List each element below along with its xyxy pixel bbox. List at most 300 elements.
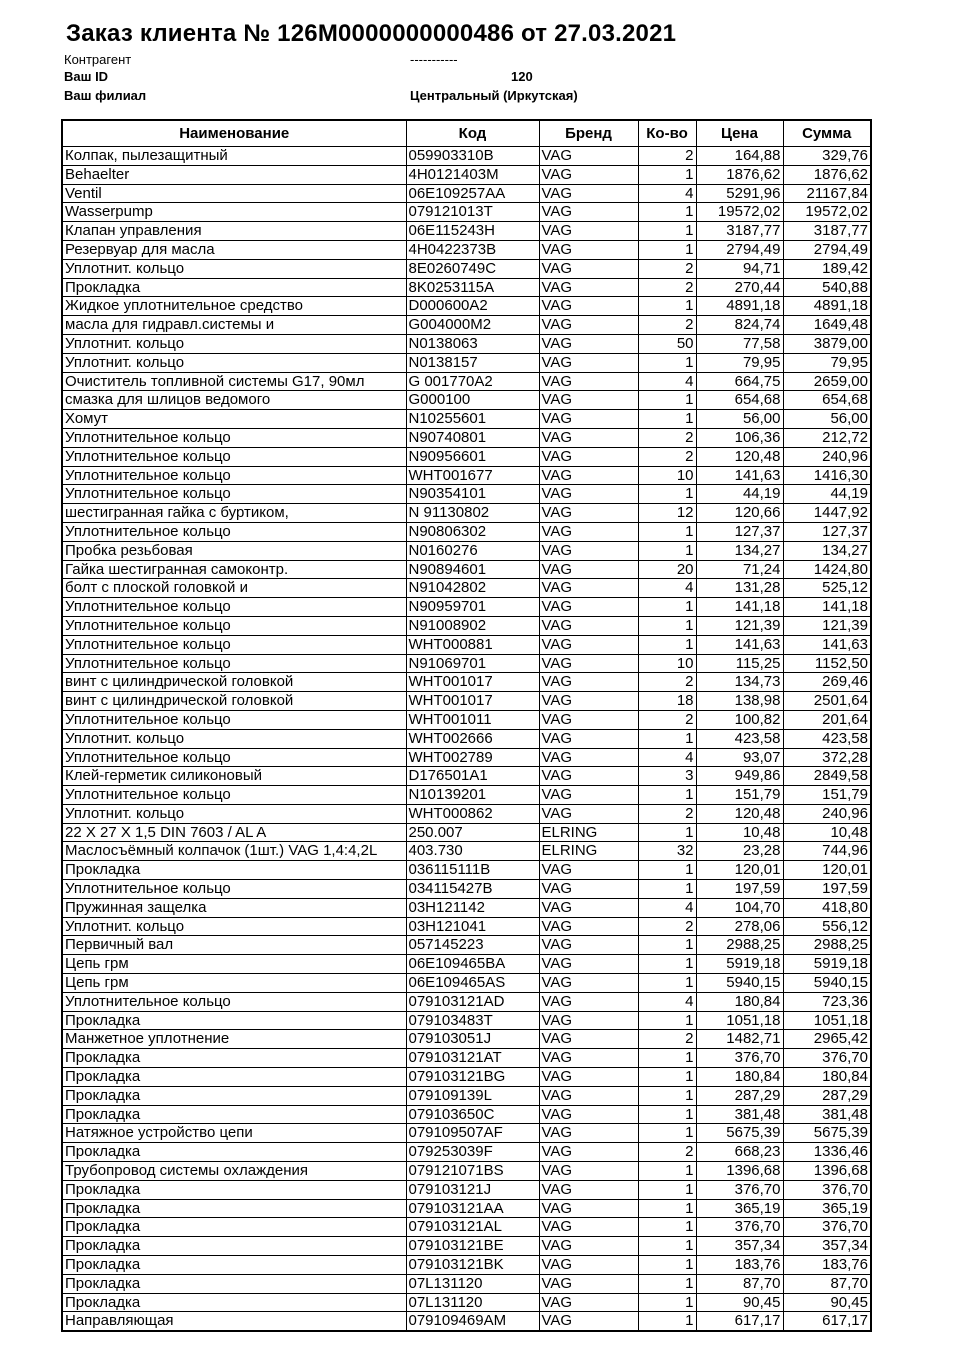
cell-name: Клапан управления	[62, 222, 406, 241]
cell-brand: VAG	[539, 1011, 638, 1030]
table-row	[62, 654, 871, 673]
cell-price: 180,84	[696, 992, 783, 1011]
cell-qty: 1	[638, 974, 696, 993]
cell-qty: 1	[638, 1237, 696, 1256]
cell-sum: 744,96	[783, 842, 871, 861]
cell-price: 120,01	[696, 861, 783, 880]
cell-name: Уплотнительное кольцо	[62, 598, 406, 617]
cell-brand: VAG	[539, 804, 638, 823]
cell-qty: 1	[638, 541, 696, 560]
cell-code: WHT002666	[406, 729, 539, 748]
cell-name: Прокладка	[62, 1274, 406, 1293]
cell-sum: 1396,68	[783, 1162, 871, 1181]
cell-name: Уплотнительное кольцо	[62, 654, 406, 673]
cell-qty: 1	[638, 203, 696, 222]
cell-name: Уплотнит. кольцо	[62, 804, 406, 823]
cell-qty: 1	[638, 1011, 696, 1030]
table-row	[62, 1011, 871, 1030]
cell-brand: VAG	[539, 1143, 638, 1162]
cell-brand: VAG	[539, 992, 638, 1011]
cell-price: 5291,96	[696, 184, 783, 203]
cell-code: G 001770A2	[406, 372, 539, 391]
id-value: 120	[511, 69, 533, 84]
cell-sum: 1416,30	[783, 466, 871, 485]
table-row	[62, 1256, 871, 1275]
cell-qty: 1	[638, 1180, 696, 1199]
cell-name: Очиститель топливной системы G17, 90мл	[62, 372, 406, 391]
cell-brand: VAG	[539, 278, 638, 297]
cell-code: 4H0121403M	[406, 165, 539, 184]
cell-price: 180,84	[696, 1068, 783, 1087]
cell-qty: 3	[638, 767, 696, 786]
table-row	[62, 222, 871, 241]
cell-name: Прокладка	[62, 1068, 406, 1087]
cell-qty: 1	[638, 353, 696, 372]
cell-brand: VAG	[539, 316, 638, 335]
cell-name: Уплотнительное кольцо	[62, 992, 406, 1011]
table-row	[62, 898, 871, 917]
cell-price: 141,18	[696, 598, 783, 617]
cell-brand: VAG	[539, 673, 638, 692]
cell-name: винт с цилиндрической головкой	[62, 673, 406, 692]
cell-sum: 19572,02	[783, 203, 871, 222]
cell-brand: VAG	[539, 504, 638, 523]
table-row	[62, 786, 871, 805]
cell-code: 079103121AL	[406, 1218, 539, 1237]
cell-qty: 10	[638, 466, 696, 485]
cell-price: 270,44	[696, 278, 783, 297]
cell-code: N0138063	[406, 334, 539, 353]
cell-price: 131,28	[696, 579, 783, 598]
cell-brand: VAG	[539, 710, 638, 729]
cell-qty: 1	[638, 955, 696, 974]
cell-brand: VAG	[539, 786, 638, 805]
cell-price: 56,00	[696, 410, 783, 429]
cell-qty: 2	[638, 316, 696, 335]
cell-name: масла для гидравл.системы и	[62, 316, 406, 335]
column-header-sum: Сумма	[783, 120, 871, 147]
cell-name: Behaelter	[62, 165, 406, 184]
cell-name: Прокладка	[62, 1143, 406, 1162]
cell-name: Уплотнительное кольцо	[62, 522, 406, 541]
column-header-brand: Бренд	[539, 120, 638, 147]
cell-sum: 372,28	[783, 748, 871, 767]
kontragent-value: -----------	[410, 52, 458, 67]
cell-brand: VAG	[539, 222, 638, 241]
cell-brand: VAG	[539, 654, 638, 673]
cell-code: 06E109465BA	[406, 955, 539, 974]
cell-price: 2988,25	[696, 936, 783, 955]
cell-qty: 1	[638, 1218, 696, 1237]
cell-name: Прокладка	[62, 1086, 406, 1105]
cell-price: 106,36	[696, 428, 783, 447]
table-row	[62, 1049, 871, 1068]
cell-qty: 1	[638, 1293, 696, 1312]
cell-name: Пружинная защелка	[62, 898, 406, 917]
cell-sum: 376,70	[783, 1180, 871, 1199]
cell-name: Ventil	[62, 184, 406, 203]
cell-code: D000600A2	[406, 297, 539, 316]
cell-code: 06E109465AS	[406, 974, 539, 993]
cell-code: 079103121BE	[406, 1237, 539, 1256]
cell-brand: VAG	[539, 1218, 638, 1237]
cell-qty: 1	[638, 522, 696, 541]
table-row	[62, 522, 871, 541]
cell-name: Прокладка	[62, 1293, 406, 1312]
table-row	[62, 598, 871, 617]
cell-price: 164,88	[696, 147, 783, 166]
table-row	[62, 353, 871, 372]
table-row	[62, 297, 871, 316]
cell-sum: 556,12	[783, 917, 871, 936]
cell-sum: 525,12	[783, 579, 871, 598]
cell-brand: VAG	[539, 955, 638, 974]
cell-qty: 4	[638, 992, 696, 1011]
cell-name: Хомут	[62, 410, 406, 429]
cell-code: 059903310B	[406, 147, 539, 166]
cell-brand: ELRING	[539, 823, 638, 842]
table-row	[62, 1274, 871, 1293]
cell-brand: VAG	[539, 1030, 638, 1049]
cell-price: 93,07	[696, 748, 783, 767]
cell-price: 120,48	[696, 804, 783, 823]
table-row	[62, 616, 871, 635]
cell-code: 250.007	[406, 823, 539, 842]
cell-price: 19572,02	[696, 203, 783, 222]
table-row	[62, 748, 871, 767]
cell-brand: VAG	[539, 748, 638, 767]
cell-sum: 376,70	[783, 1049, 871, 1068]
cell-name: Прокладка	[62, 1218, 406, 1237]
cell-qty: 2	[638, 673, 696, 692]
cell-name: Уплотнит. кольцо	[62, 353, 406, 372]
cell-price: 1482,71	[696, 1030, 783, 1049]
cell-brand: VAG	[539, 428, 638, 447]
cell-brand: VAG	[539, 898, 638, 917]
cell-sum: 2501,64	[783, 692, 871, 711]
cell-sum: 3879,00	[783, 334, 871, 353]
cell-name: Прокладка	[62, 861, 406, 880]
cell-sum: 79,95	[783, 353, 871, 372]
cell-code: WHT001017	[406, 673, 539, 692]
cell-sum: 127,37	[783, 522, 871, 541]
table-row	[62, 1143, 871, 1162]
table-row	[62, 278, 871, 297]
cell-price: 104,70	[696, 898, 783, 917]
cell-brand: VAG	[539, 579, 638, 598]
cell-price: 381,48	[696, 1105, 783, 1124]
cell-name: Уплотнит. кольцо	[62, 917, 406, 936]
cell-sum: 654,68	[783, 391, 871, 410]
cell-brand: ELRING	[539, 842, 638, 861]
cell-qty: 1	[638, 1274, 696, 1293]
table-row	[62, 541, 871, 560]
cell-brand: VAG	[539, 861, 638, 880]
cell-price: 79,95	[696, 353, 783, 372]
cell-price: 77,58	[696, 334, 783, 353]
cell-code: WHT001017	[406, 692, 539, 711]
cell-name: Уплотнительное кольцо	[62, 485, 406, 504]
cell-brand: VAG	[539, 447, 638, 466]
cell-code: 079103121AA	[406, 1199, 539, 1218]
cell-price: 664,75	[696, 372, 783, 391]
cell-qty: 1	[638, 240, 696, 259]
cell-code: 03H121041	[406, 917, 539, 936]
table-row	[62, 203, 871, 222]
cell-name: Пробка резьбовая	[62, 541, 406, 560]
cell-sum: 197,59	[783, 880, 871, 899]
table-row	[62, 974, 871, 993]
cell-brand: VAG	[539, 729, 638, 748]
cell-sum: 2965,42	[783, 1030, 871, 1049]
cell-qty: 1	[638, 616, 696, 635]
table-row	[62, 1068, 871, 1087]
column-header-code: Код	[406, 120, 539, 147]
cell-sum: 5919,18	[783, 955, 871, 974]
cell-qty: 2	[638, 917, 696, 936]
table-row	[62, 372, 871, 391]
cell-name: 22 X 27 X 1,5 DIN 7603 / AL A	[62, 823, 406, 842]
cell-name: Прокладка	[62, 278, 406, 297]
table-row	[62, 992, 871, 1011]
table-row	[62, 1237, 871, 1256]
cell-name: Прокладка	[62, 1199, 406, 1218]
cell-brand: VAG	[539, 1068, 638, 1087]
cell-code: 4H0422373B	[406, 240, 539, 259]
table-row	[62, 165, 871, 184]
table-row	[62, 184, 871, 203]
cell-price: 617,17	[696, 1312, 783, 1331]
cell-brand: VAG	[539, 391, 638, 410]
cell-qty: 1	[638, 936, 696, 955]
cell-brand: VAG	[539, 692, 638, 711]
cell-name: Цепь грм	[62, 974, 406, 993]
table-row	[62, 259, 871, 278]
cell-sum: 1447,92	[783, 504, 871, 523]
cell-price: 87,70	[696, 1274, 783, 1293]
table-row	[62, 1199, 871, 1218]
cell-sum: 381,48	[783, 1105, 871, 1124]
cell-brand: VAG	[539, 1086, 638, 1105]
cell-sum: 423,58	[783, 729, 871, 748]
cell-code: N10255601	[406, 410, 539, 429]
cell-code: 07L131120	[406, 1293, 539, 1312]
cell-brand: VAG	[539, 1049, 638, 1068]
cell-code: WHT001011	[406, 710, 539, 729]
cell-sum: 2794,49	[783, 240, 871, 259]
table-row	[62, 955, 871, 974]
cell-price: 94,71	[696, 259, 783, 278]
cell-price: 365,19	[696, 1199, 783, 1218]
cell-brand: VAG	[539, 1293, 638, 1312]
cell-sum: 183,76	[783, 1256, 871, 1275]
cell-sum: 56,00	[783, 410, 871, 429]
cell-sum: 365,19	[783, 1199, 871, 1218]
cell-name: Уплотнительное кольцо	[62, 786, 406, 805]
cell-brand: VAG	[539, 334, 638, 353]
cell-code: G000100	[406, 391, 539, 410]
cell-price: 654,68	[696, 391, 783, 410]
cell-qty: 2	[638, 147, 696, 166]
cell-price: 44,19	[696, 485, 783, 504]
cell-code: N91008902	[406, 616, 539, 635]
cell-sum: 201,64	[783, 710, 871, 729]
cell-name: Натяжное устройство цепи	[62, 1124, 406, 1143]
cell-code: 079103121AD	[406, 992, 539, 1011]
cell-name: Маслосъёмный колпачок (1шт.) VAG 1,4:4,2L	[62, 842, 406, 861]
cell-qty: 1	[638, 786, 696, 805]
cell-code: D176501A1	[406, 767, 539, 786]
cell-code: 079103483T	[406, 1011, 539, 1030]
cell-sum: 1649,48	[783, 316, 871, 335]
cell-sum: 21167,84	[783, 184, 871, 203]
table-row	[62, 1086, 871, 1105]
cell-qty: 1	[638, 880, 696, 899]
cell-code: 079121071BS	[406, 1162, 539, 1181]
table-row	[62, 1162, 871, 1181]
column-header-qty: Ко-во	[638, 120, 696, 147]
table-row	[62, 917, 871, 936]
cell-price: 3187,77	[696, 222, 783, 241]
table-row	[62, 1124, 871, 1143]
cell-code: 079103121J	[406, 1180, 539, 1199]
cell-name: Уплотнительное кольцо	[62, 616, 406, 635]
cell-qty: 1	[638, 1162, 696, 1181]
cell-name: смазка для шлицов ведомого	[62, 391, 406, 410]
cell-brand: VAG	[539, 297, 638, 316]
table-row	[62, 804, 871, 823]
cell-price: 134,27	[696, 541, 783, 560]
table-row	[62, 729, 871, 748]
cell-brand: VAG	[539, 880, 638, 899]
cell-qty: 1	[638, 1312, 696, 1331]
cell-code: 079103121BK	[406, 1256, 539, 1275]
table-row	[62, 710, 871, 729]
cell-sum: 617,17	[783, 1312, 871, 1331]
cell-sum: 141,18	[783, 598, 871, 617]
cell-price: 1051,18	[696, 1011, 783, 1030]
cell-name: болт с плоской головкой и	[62, 579, 406, 598]
cell-name: Прокладка	[62, 1011, 406, 1030]
cell-sum: 90,45	[783, 1293, 871, 1312]
cell-price: 2794,49	[696, 240, 783, 259]
cell-brand: VAG	[539, 240, 638, 259]
cell-code: 079253039F	[406, 1143, 539, 1162]
cell-brand: VAG	[539, 1256, 638, 1275]
cell-price: 151,79	[696, 786, 783, 805]
table-row	[62, 579, 871, 598]
cell-code: N90806302	[406, 522, 539, 541]
cell-qty: 1	[638, 1068, 696, 1087]
cell-qty: 1	[638, 297, 696, 316]
kontragent-label: Контрагент	[64, 52, 132, 67]
cell-name: Прокладка	[62, 1180, 406, 1199]
id-label: Ваш ID	[64, 69, 109, 84]
cell-code: N90894601	[406, 560, 539, 579]
cell-sum: 151,79	[783, 786, 871, 805]
table-row	[62, 936, 871, 955]
cell-code: 07L131120	[406, 1274, 539, 1293]
order-table	[61, 119, 872, 1332]
cell-code: 8E0260749C	[406, 259, 539, 278]
cell-sum: 141,63	[783, 635, 871, 654]
column-header-price: Цена	[696, 120, 783, 147]
cell-brand: VAG	[539, 466, 638, 485]
cell-sum: 189,42	[783, 259, 871, 278]
cell-price: 121,39	[696, 616, 783, 635]
cell-name: Резервуар для масла	[62, 240, 406, 259]
cell-price: 376,70	[696, 1180, 783, 1199]
cell-brand: VAG	[539, 485, 638, 504]
cell-code: WHT002789	[406, 748, 539, 767]
cell-name: Уплотнит. кольцо	[62, 729, 406, 748]
cell-qty: 1	[638, 729, 696, 748]
cell-brand: VAG	[539, 1162, 638, 1181]
cell-qty: 2	[638, 259, 696, 278]
cell-qty: 20	[638, 560, 696, 579]
table-row	[62, 1030, 871, 1049]
cell-brand: VAG	[539, 1274, 638, 1293]
table-row	[62, 1180, 871, 1199]
cell-price: 127,37	[696, 522, 783, 541]
cell-name: Wasserpump	[62, 203, 406, 222]
cell-name: Жидкое уплотнительное средство	[62, 297, 406, 316]
cell-code: 079103121BG	[406, 1068, 539, 1087]
cell-qty: 1	[638, 1049, 696, 1068]
cell-qty: 50	[638, 334, 696, 353]
cell-code: 079103650C	[406, 1105, 539, 1124]
cell-price: 668,23	[696, 1143, 783, 1162]
cell-price: 278,06	[696, 917, 783, 936]
filial-value: Центральный (Иркутская)	[410, 88, 578, 103]
cell-sum: 5675,39	[783, 1124, 871, 1143]
cell-qty: 1	[638, 410, 696, 429]
cell-name: Гайка шестигранная самоконтр.	[62, 560, 406, 579]
cell-brand: VAG	[539, 372, 638, 391]
cell-price: 1876,62	[696, 165, 783, 184]
cell-code: N10139201	[406, 786, 539, 805]
cell-qty: 4	[638, 898, 696, 917]
cell-code: 06E115243H	[406, 222, 539, 241]
table-row	[62, 861, 871, 880]
table-row	[62, 410, 871, 429]
cell-price: 423,58	[696, 729, 783, 748]
cell-price: 23,28	[696, 842, 783, 861]
cell-name: Прокладка	[62, 1237, 406, 1256]
cell-qty: 2	[638, 1030, 696, 1049]
cell-code: WHT000862	[406, 804, 539, 823]
cell-qty: 2	[638, 1143, 696, 1162]
cell-brand: VAG	[539, 1199, 638, 1218]
cell-code: 06E109257AA	[406, 184, 539, 203]
cell-qty: 1	[638, 1199, 696, 1218]
cell-sum: 329,76	[783, 147, 871, 166]
cell-qty: 4	[638, 748, 696, 767]
cell-code: 034115427B	[406, 880, 539, 899]
table-row	[62, 842, 871, 861]
cell-brand: VAG	[539, 1105, 638, 1124]
cell-sum: 1336,46	[783, 1143, 871, 1162]
cell-brand: VAG	[539, 203, 638, 222]
cell-code: N91069701	[406, 654, 539, 673]
cell-sum: 287,29	[783, 1086, 871, 1105]
cell-name: шестигранная гайка с буртиком,	[62, 504, 406, 523]
cell-brand: VAG	[539, 767, 638, 786]
cell-sum: 121,39	[783, 616, 871, 635]
cell-sum: 418,80	[783, 898, 871, 917]
table-row	[62, 880, 871, 899]
cell-code: 079109507AF	[406, 1124, 539, 1143]
